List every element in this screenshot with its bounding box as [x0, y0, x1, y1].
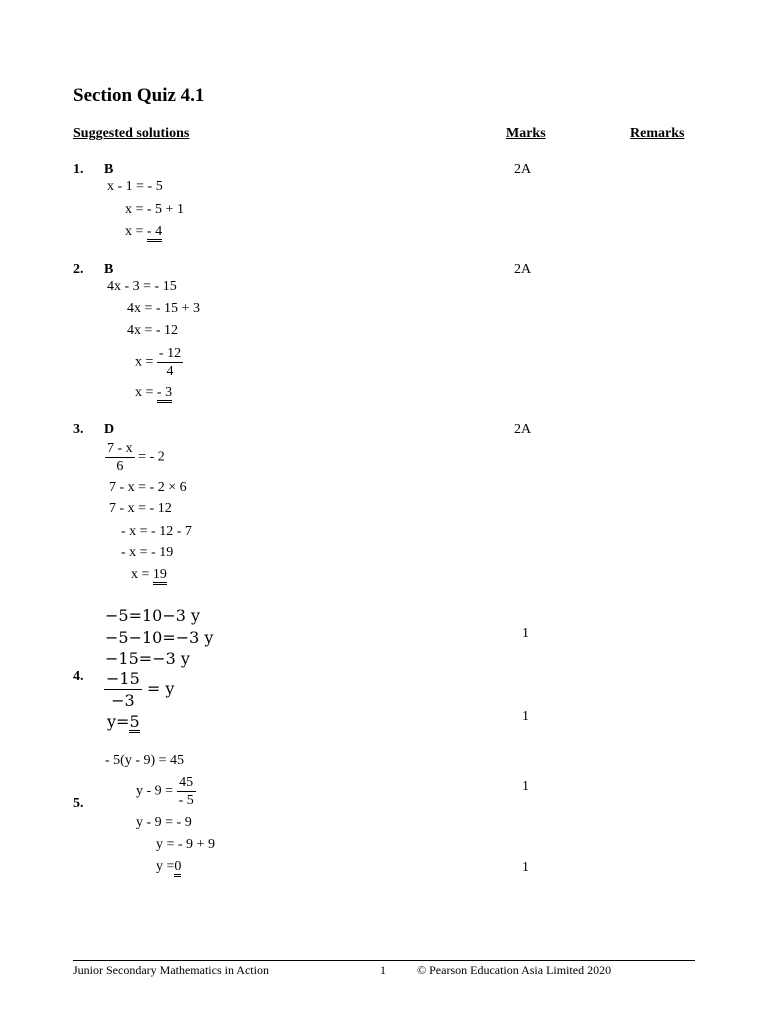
equation-line — [135, 385, 172, 403]
header-marks: Marks — [506, 126, 546, 141]
marks: 2A — [514, 262, 532, 277]
equation-line: x = - 5 + 1 — [125, 202, 184, 217]
question-number: 3. — [73, 422, 84, 437]
fraction-denominator: −3 — [111, 691, 135, 710]
header-solutions: Suggested solutions — [73, 126, 190, 141]
equation-line: - x = - 12 - 7 — [121, 524, 192, 539]
question-number: 2. — [73, 262, 84, 277]
equation-lhs: y= — [107, 712, 130, 731]
marks: 1 — [522, 709, 529, 724]
equation-lhs: x = — [135, 385, 154, 400]
page-title: Section Quiz 4.1 — [73, 85, 205, 106]
equation-line: y = - 9 + 9 — [156, 837, 215, 852]
equation-rhs: = - 2 — [138, 449, 165, 465]
equation-line — [131, 567, 167, 585]
fraction-denominator: 4 — [166, 364, 174, 379]
marks: 2A — [514, 422, 532, 437]
answer-letter: B — [104, 162, 114, 177]
fraction-numerator: −15 — [106, 669, 140, 688]
question-number: 1. — [73, 162, 84, 177]
marks: 1 — [522, 860, 529, 875]
fraction-numerator: 45 — [177, 774, 196, 792]
final-answer: 5 — [129, 712, 140, 731]
equation-lhs: y - 9 = — [136, 783, 174, 799]
marks: 2A — [514, 162, 532, 177]
equation-line: - 5(y - 9) = 45 — [105, 753, 185, 768]
equation-lhs: x = — [131, 567, 150, 582]
fraction-numerator: 7 - x — [107, 441, 133, 456]
equation-line: - x = - 19 — [121, 545, 174, 560]
equation-lhs: x = — [135, 354, 154, 370]
header-remarks: Remarks — [630, 126, 685, 141]
marks: 1 — [522, 626, 529, 641]
fraction-numerator: - 12 — [158, 346, 182, 361]
footer-divider — [73, 960, 695, 961]
equation-line: y - 9 = - 9 — [136, 815, 192, 830]
fraction — [157, 345, 183, 380]
equation-line: 4x = - 15 + 3 — [127, 301, 200, 316]
question-number: 5. — [73, 796, 84, 811]
fraction — [177, 774, 196, 809]
equation-line: x - 1 = - 5 — [107, 179, 163, 194]
equation-line: 4x = - 12 — [127, 323, 179, 338]
equation-line: −5=10−3 y — [105, 606, 201, 625]
equation-line: 7 - x = - 12 — [109, 501, 172, 516]
equation-line: −5−10=−3 y — [105, 628, 214, 647]
fraction — [104, 668, 142, 711]
final-answer: - 4 — [147, 225, 162, 242]
final-answer: - 3 — [157, 386, 172, 403]
question-number: 4. — [73, 669, 84, 684]
equation-line: −15=−3 y — [105, 649, 190, 668]
equation-line — [125, 224, 162, 242]
fraction — [105, 440, 135, 475]
equation-line — [107, 712, 140, 733]
marks: 1 — [522, 779, 529, 794]
fraction-denominator: 6 — [116, 459, 124, 474]
equation-line: 4x - 3 = - 15 — [107, 279, 177, 294]
equation-line — [135, 345, 183, 380]
equation-line — [156, 859, 181, 877]
footer-copyright: © Pearson Education Asia Limited 2020 — [417, 963, 612, 977]
footer-book-title: Junior Secondary Mathematics in Action — [73, 963, 269, 977]
equation-lhs: y = — [156, 859, 175, 874]
answer-letter: D — [104, 422, 115, 437]
equation-line — [105, 440, 165, 475]
fraction-denominator: - 5 — [178, 793, 194, 808]
equation-line — [136, 774, 196, 809]
footer-page-number: 1 — [380, 963, 386, 977]
answer-letter: B — [104, 262, 114, 277]
final-answer: 19 — [153, 568, 167, 585]
final-answer: 0 — [174, 860, 181, 877]
equation-rhs: = y — [146, 679, 175, 698]
equation-line — [104, 668, 174, 711]
equation-lhs: x = — [125, 224, 144, 239]
equation-line: 7 - x = - 2 × 6 — [109, 480, 187, 495]
